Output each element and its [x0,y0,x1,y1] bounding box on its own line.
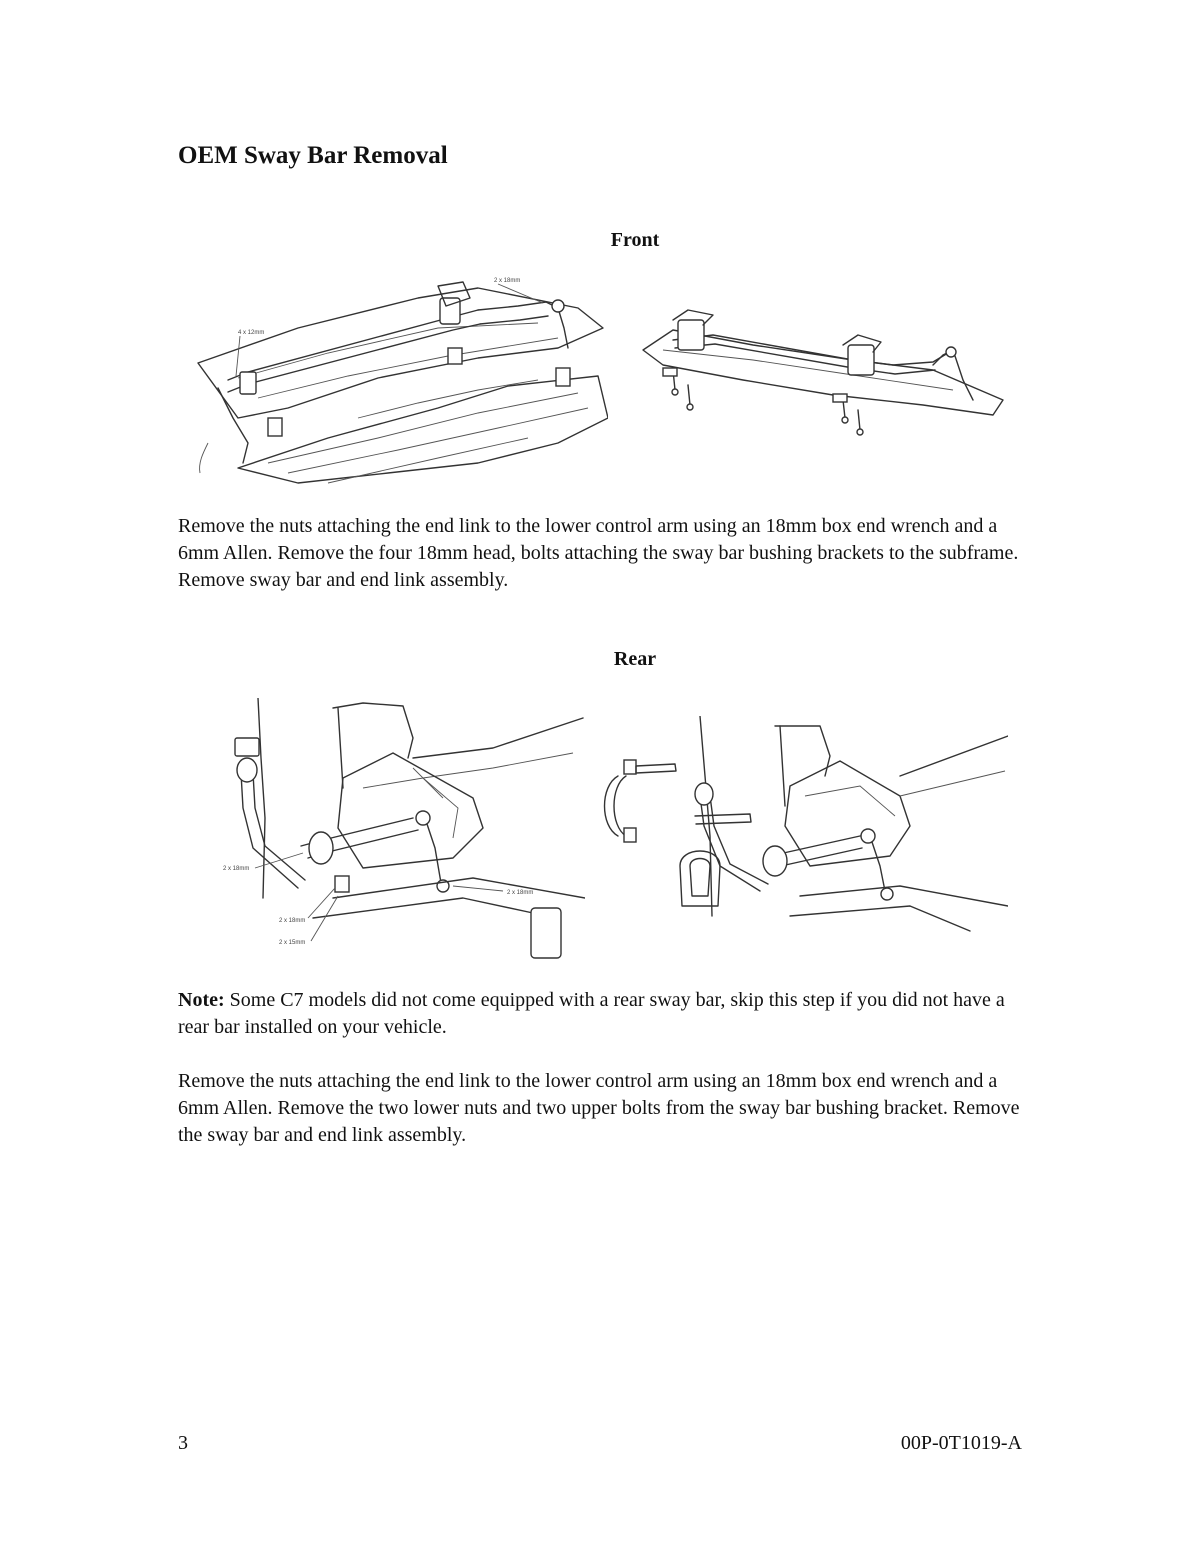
note-label: Note: [178,989,225,1011]
front-heading: Front [610,229,660,251]
front-instructions: Remove the nuts attaching the end link to the lower control arm using an 18mm box end wrench and a 6mm Allen. Remove the four 18mm head, bolts attaching the sway bar bushing brackets to the subframe. Remove sway bar and end link assembly. [178,515,1019,591]
rear-note [178,987,1038,1041]
note-text: Some C7 models did not come equipped with a rear sway bar, skip this step if you did not have a rear bar installed on your vehicle. [178,989,1005,1038]
rear-diagram-right [600,716,1008,960]
svg-text:4 x 12mm: 4 x 12mm [238,330,265,336]
page-title: OEM Sway Bar Removal [178,142,448,169]
svg-text:2 x 15mm: 2 x 15mm [279,940,306,946]
front-diagram-right [633,290,1013,450]
page-number: 3 [178,1432,188,1454]
front-diagram-left [178,268,608,490]
document-code: 00P-0T1019-A [900,1432,1022,1454]
svg-text:2 x 18mm: 2 x 18mm [507,890,534,896]
svg-text:2 x 18mm: 2 x 18mm [223,866,250,872]
rear-heading: Rear [613,648,657,670]
svg-text:2 x 18mm: 2 x 18mm [494,278,521,284]
svg-text:2 x 18mm: 2 x 18mm [279,918,306,924]
rear-diagram-left [213,698,585,960]
rear-instructions: Remove the nuts attaching the end link to the lower control arm using an 18mm box end wrench and a 6mm Allen. Remove the two lower nuts and two upper bolts from the sway bar bushing bracket. Remove the sway bar and end link assembly. [178,1070,1020,1146]
